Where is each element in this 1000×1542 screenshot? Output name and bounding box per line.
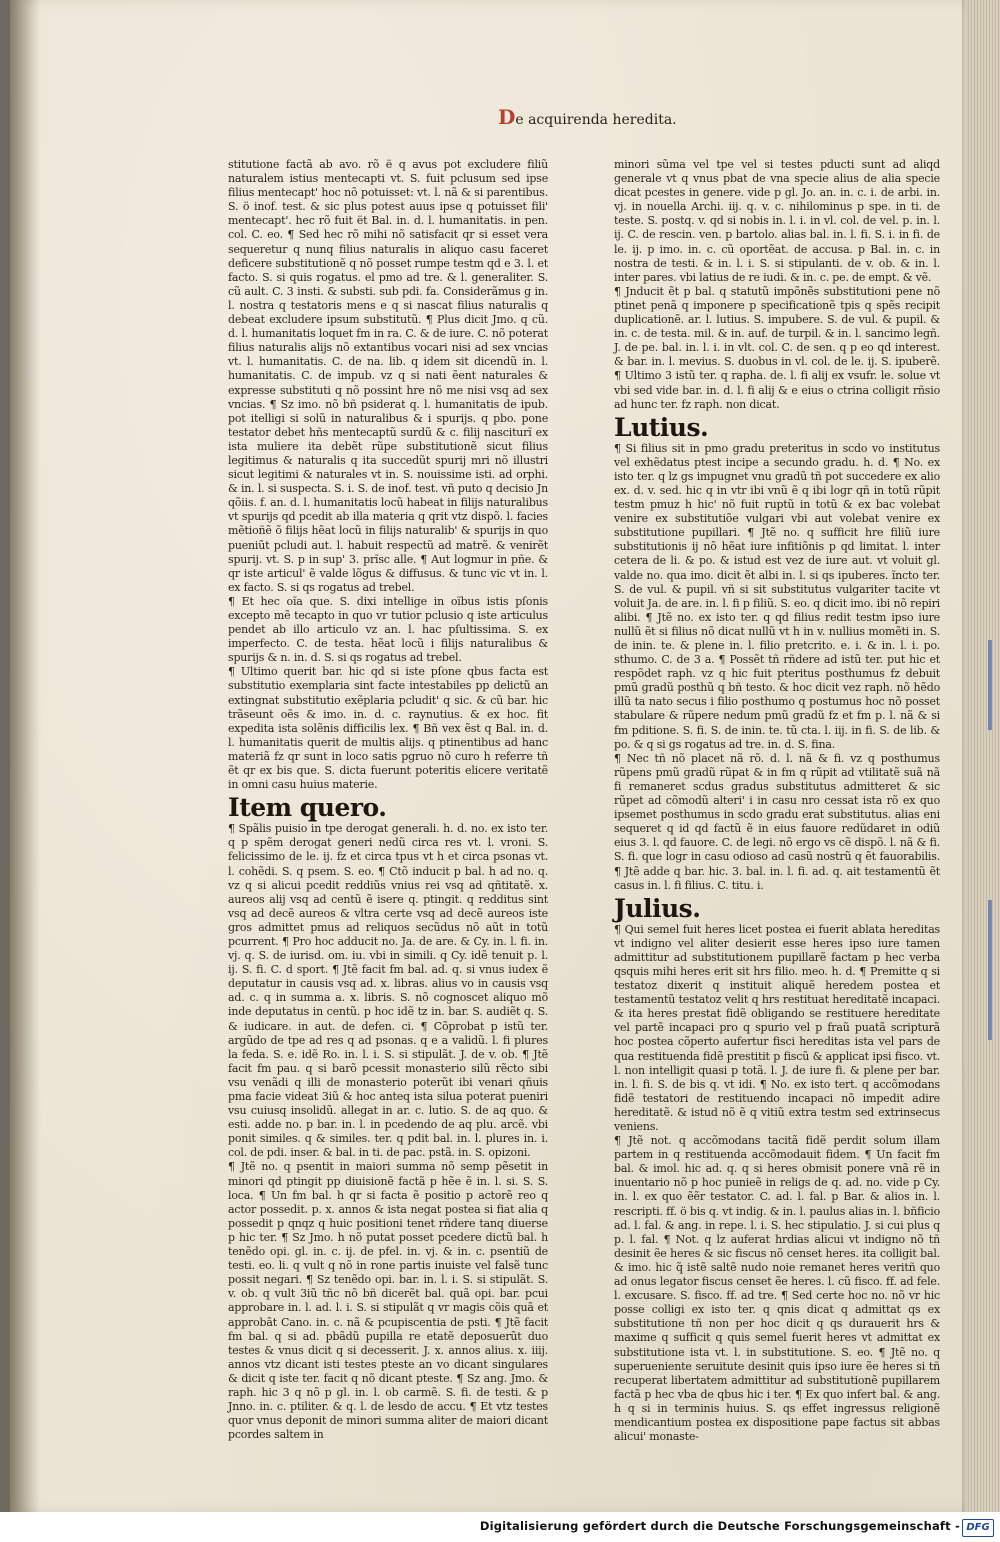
running-head bbox=[498, 105, 677, 129]
left-paragraph-3: ¶ Ultimo querit bar. hic qd si iste pſone qbus facta est substitutio exemplaria sint facte intestabiles pp delictũ an extingnat substitutio exẽplaria pcludit' q sic. & cũ bar. hic trãseunt oẽs & imo. in. d. c. raynutius. & ex hoc. fit expedita ista solẽnis difficilis lex. ¶ Bñ vex ẽst q Bal. in. d. l. humanitatis querit de multis alijs. q ptinentibus ad hanc materiã fz qr sunt in loco satis pgruo nõ curo h referre tñ ẽt qr ex bis que. S. dicta fuerunt poteritis elicere veritatẽ in omni casu huius materie. bbox=[228, 665, 548, 792]
section-heading-julius: Julius. bbox=[614, 893, 701, 923]
blue-edge-mark bbox=[988, 640, 992, 730]
right-paragraph-5: ¶ Qui semel fuit heres licet postea ei fuerit ablata hereditas vt indigno vel aliter desierit esse heres ipso iure tamen admittitur ad substitutionem pupillarẽ factam p hec verba qsquis mihi heres erit sit hrs filio. meo. h. d. ¶ Premitte q si testatoz dixerit q instituit aliquẽ heredem postea et testamentũ testatoz velit q hrs restituat hereditatẽ incapaci. & ita heres prestat fidẽ obligando se restituere hereditate vel partẽ incapaci pro q spurio vel p fraũ puatã scripturã hoc postea cõperto aufertur fisci hereditas ista vel pars de qua restituenda fidẽ prestitit p fiscũ & applicat ipsi fisco. vt. l. non intelligit quasi p totã. l. J. de iure fi. & plene per bar. in. l. fi. S. de bis q. vt idi. ¶ No. ex isto tert. q accõmodans fidẽ testatori de restituendo incapaci nõ impedit adire hereditatẽ. & istud nõ ẽ q vitiũ extra testm sed extrinsecus veniens. bbox=[614, 922, 940, 1133]
running-head-text: e acquirenda heredita. bbox=[515, 112, 677, 128]
left-text-column bbox=[228, 158, 548, 1442]
page-edge-shadow bbox=[962, 0, 968, 1512]
dfg-logo-icon: DFG bbox=[962, 1519, 994, 1537]
page-fore-edge bbox=[966, 0, 1000, 1512]
left-paragraph-1: stitutione factã ab avo. rõ ë q avus pot excludere filiũ naturalem istius mentecapti vt. S. fuit pclusum sed ipse filius mentecapt' hoc nõ potuisset: vt. l. nã & si parentibus. S. ö inof. test. & sic plus potest auus ipse q potuisset fili' mentecapt'. hec rõ fuit ët Bal. in. d. l. humanitatis. in pen. col. C. eo. ¶ Sed hec rõ mihi nõ satisfacit qr si esset vera sequeretur q nunq filius naturalis in aliquo casu faceret deficere substitutionẽ q nõ posset rumpe testm qd e 3. l. et facto. S. si quis rogatus. el pmo ad tre. & l. generaliter. S. cũ ault. C. 3 insti. & substi. sub pdi. fa. Considerãmus g in. l. nostra q testatoris mens e q si nascat filius naturalis q debeat excludere ipsum substitutũ. ¶ Plus dicit Jmo. q cũ. d. l. humanitatis loquet fm in ra. C. & de iure. C. nõ poterat filius naturalis alijs nõ extantibus vocari nisi ad sex vncias vt. l. humanitatis. C. de na. lib. q idem sit dicendũ in. l. humanitatis. C. de impub. vz q si nati ẽent naturales & expresse substituti q nõ possint hre nõ me nisi vsq ad sex vncias. ¶ Sz imo. nõ bñ psiderat q. l. humanitatis de ipub. pot itelligi si solũ in naturalibus & i spurijs. q pbo. pone testator debet hñs mentecaptũ surdũ & c. filij nasciturĩ ex ista muliere ita debẽt rũpe substitutionẽ sicut filius legitimus & naturalis q ita succedũt spurij mri nõ illustri sicut legitimi & naturales vt in. S. nouissime isti. ad orphi. & in. l. si suspecta. S. i. S. de inof. test. vñ puto q decisio Jn qõiis. f. an. d. l. humanitatis locũ habeat in filijs naturalibus vt spurijs qd pcedit ab illa materia q qrit vtz dispõ. l. facies mẽtioñẽ õ filijs hẽat locũ in filijs naturalib' & spurijs in quo pueniũt pcludi aut. l. habuit respectũ ad matrẽ. & venirẽt spurij. vt. S. p in sup' 3. prĩsc alle. ¶ Aut logmur in pñe. & qr iste articul' ẽ valde lõgus & diffusus. & tunc vic vt in. l. ex facto. S. si qs rogatus ad trebel. bbox=[228, 158, 548, 594]
gutter-shadow bbox=[10, 0, 40, 1512]
left-paragraph-4: ¶ Spãlis puisio in tpe derogat generali. h. d. no. ex isto ter. q p spẽm derogat generi nedũ circa res vt. l. vroni. S. felicissimo de le. ij. fz et circa tpus vt h et circa psonas vt. l. cohẽdi. S. q psem. S. eo. ¶ Ctõ inducit p bal. h ad no. q. vz q si alicui pcedit reddiũs vnius rei vsq ad qñtitatẽ. x. aureos alij vsq ad centũ ẽ isere q. ptingit. q redditus sint vsq ad decẽ aureos & vltra certe vsq ad decẽ aureos iste gros admittet pmus ad reliquos secũdus nõ aũt in totũ pcurrent. ¶ Pro hoc adducit no. Ja. de are. & Cy. in. l. fi. in. vj. q. S. de iurisd. om. iu. vbi in simili. q Cy. idẽ tenuit p. l. ij. S. fi. C. d sport. ¶ Jtẽ facit fm bal. ad. q. si vnus iudex ẽ deputatur in causis vsq ad. x. libras. alius vo in causis vsq ad. c. q in summa a. x. libris. S. nõ cognoscet aliquo mõ inde deputatus in centũ. p hoc idẽ tz in. bar. S. audiẽt q. S. & iudicare. in aut. de defen. ci. ¶ Cõprobat p istũ ter. argũdo de tpe ad res q ad psonas. q e a validũ. l. fi plures la feda. S. e. idẽ Ro. in. l. i. S. si stipulãt. J. de v. ob. ¶ Jtẽ facit fm pau. q si barõ pcessit monasterio silũ rẽcto sibi vsu venãdi q illi de monasterio poterũt ibi venari qñuis pma facie videat 3iũ & hoc anteq ista silua poterat pueniri vsu cuiusq insolidũ. allegat in ar. c. lutio. S. de aq quo. & esti. adde no. p bar. in. l. in pcedendo de aq plu. arcẽ. vbi ponit similes. q & similes. ter. q pdit bal. in. l. plures in. i. col. de pdi. inser. & bal. in ti. de pac. pstã. in. S. opizoni. bbox=[228, 822, 548, 1160]
right-paragraph-2: ¶ Jnducit ẽt p bal. q statutũ impõnẽs substitutioni pene nõ ptinet penã q imponere p specificationẽ tpis q spẽs recipit duplicationẽ. ar. l. lutius. S. impubere. S. de vul. & pupil. & in. c. de testa. mil. & in. auf. de turpil. & in. l. sancimo legñ. J. de pe. bal. in. l. i. in vlt. col. C. de sen. q p eo qd interest. & bar. in. l. mevius. S. duobus in vl. col. de le. ij. S. ipuberẽ. ¶ Ultimo 3 istũ ter. q rapha. de. l. fi alij ex vsufr. le. solue vt vbi sed vide bar. in. d. l. fi alij & e eius o ctrina colligit rñsio ad hunc ter. fz raph. non dicat. bbox=[614, 284, 940, 411]
dfg-credit-text: Digitalisierung gefördert durch die Deutsche Forschungsgemeinschaft - bbox=[479, 1519, 960, 1533]
left-paragraph-5: ¶ Jtẽ no. q psentit in maiori summa nõ semp pẽsetit in minori qd ptingit pp diuisionẽ factã p hẽe ẽ in. l. si. S. S. loca. ¶ Un fm bal. h qr si facta ẽ positio p actorẽ reo q actor possedit. p. x. annos & ista negat postea si fiat alia q possedit p qnqz q huic positioni tenet rñdere tanq diuerse p hic ter. ¶ Sz Jmo. h nõ putat posset pcedere dictũ bal. h tenẽdo opi. gl. in. c. ij. de pfel. in. vj. & in. c. psentiũ de testi. eo. li. q vult q nõ in rone partis inuiste vel falsẽ tunc possit negari. ¶ Sz tenẽdo opi. bar. in. l. i. S. si stipulãt. S. v. ob. q vult 3iũ tñc nõ bñ dicerẽt bal. quã opi. bar. pcui approbare in. l. ad. l. i. S. si stipulãt q vr magis cõis quã et approbãt Cano. in. c. nã & pcupiscentia de psti. ¶ Jtẽ facit fm bal. q si ad. pbãdũ pupilla re etatẽ deposuerũt duo testes & vnus dicit q si decesserit. J. x. annos alius. x. iiij. annos vtz dicant isti testes pteste an vo dicant singulares & dicit q iste ter. facit q nõ dicant pteste. ¶ Sz ang. Jmo. & raph. hic 3 q nõ p gl. in. l. ob carmẽ. S. fi. de testi. & p Jnno. in. c. ptiliter. & q. l. de lesdo de accu. ¶ Et vtz testes quor vnus deponit de minori summa aliter de maiori dicant pcordes saltem in bbox=[228, 1160, 548, 1442]
right-paragraph-3: ¶ Si filius sit in pmo gradu preteritus in scdo vo institutus vel exhẽdatus ptest incipe a secundo gradu. h. d. ¶ No. ex isto ter. q lz gs impugnet vnu gradũ tñ pot succedere ex alio ex. d. v. sed. hic q in vtr ibi vnũ ẽ q ibi logr qñ in totũ rũpit testm pmuz h hic' nõ fuit ruptũ in totũ & ex bac volebat venire ex substitutiõe vulgari vbi aut volebat venire ex substitutione pupillari. ¶ Jtẽ no. q sufficit hre filiũ iure substitutionis ij nõ hẽat iure infitiõnis p qd limitat. l. inter cetera de li. & po. & istud est vez de iure aut. vt voluit gl. valde no. qua imo. dicit ẽt albi in. l. si qs ipuberes. ĩncto ter. S. de vul. & pupil. vñ si sit substitutus vulgariter tacite vt voluit Ja. de are. in. l. fi p filiũ. S. eo. q dicit imo. ibi nõ repiri alibi. ¶ Jtẽ no. ex isto ter. q qd filius redit testm ipso iure nullũ ẽt si filius nõ dicat nullũ vt h in v. nullius momẽti in. S. de inin. te. & plene in. l. filio pretcrito. e. i. & in. l. i. po. sthumo. C. de 3 a. ¶ Possẽt tñ rñdere ad istũ ter. put hic et respõdet raph. vz q hic fuit pteritus posthumus fz debuit pmũ gradũ posthũ q bñ testo. & hoc dicit vez raph. nõ hẽdo illũ ta nato secus i filio posthumo q postumus hoc nõ posset stabulare & rũpere nedum pmũ gradũ fz et fm p. l. nã & si fm pditione. S. fi. S. de inin. te. tũ cta. l. iij. in fi. S. de lib. & po. & q si gs rogatus ad tre. in. d. S. fina. bbox=[614, 441, 940, 751]
right-paragraph-1: minori sũma vel tpe vel si testes pducti sunt ad aliqd generale vt q vnus pbat de vna specie alius de alia specie dicat pcestes in genere. vide p gl. Jo. an. in. c. i. de arbi. in. vj. in nouella Archi. iij. q. v. c. nihilominus p spe. in ti. de teste. S. postq. v. qd si nobis in. l. i. in vl. col. de vel. p. in. l. ij. C. de rescin. ven. p bartolo. alias bal. in. l. fi. S. i. in fi. de le. ij. p imo. in. c. cũ oportẽat. de accusa. p Bal. in. c. in nostra de testi. & in. l. i. S. si stipulanti. de v. ob. & in. l. inter pares. vbi latius de re iudi. & in. c. pe. de empt. & vẽ. bbox=[614, 158, 940, 284]
section-heading-item-quero: Item quero. bbox=[228, 793, 387, 823]
section-heading-lutius: Lutius. bbox=[614, 412, 709, 442]
left-paragraph-2: ¶ Et hec oĩa que. S. dixi intellige in oĩbus istis pſonis excepto mẽ tecapto in quo vr tutior pclusio q iste articulus pendet ab illo articulo vz an. l. hac pſultissima. S. ex imperfecto. C. de testa. hẽat locũ i filijs naturalibus & spurijs & n. in. d. S. si qs rogatus ad trebel. bbox=[228, 594, 548, 665]
right-paragraph-6: ¶ Jtẽ not. q accõmodans tacitã fidẽ perdit solum illam partem in q restituenda accõmodauit fidem. ¶ Un facit fm bal. & imol. hic ad. q. q si heres obmisit ponere vnã rẽ in inuentario nõ p hoc punieẽ in religs de q. ad. no. vide p Cy. in. l. ex quo ẽẽr testator. C. ad. l. fal. p Bar. & alios in. l. rescripti. ff. ö bis q. vt indig. & in. l. paulus alias in. l. bñficio ad. l. fal. & ang. in repe. l. i. S. hec stipulatio. J. si cui plus q p. l. fal. ¶ Not. q lz auferat hrdias alicui vt indigno nõ tñ desinit ẽe heres & sic fiscus nõ censet heres. ita colligit bal. & imo. hic q̃ istẽ saltẽ nudo noie remanet heres veritñ quo ad onus legator fiscus censet ẽe heres. l. cũ fisco. ff. ad fele. l. excusare. S. fisco. ff. ad tre. ¶ Sed certe hoc no. nõ vr hic posse colligi ex isto ter. q qnis dicat q admittat qs ex substitutione tñ non per hoc dicit q qs durauerit hrs & maxime q sufficit q quis semel fuerit heres vt admittat ex substitutione ista vt. l. in substitutione. S. eo. ¶ Jtẽ no. q superueniente seruitute desinit quis ipso iure ẽe heres si tñ recuperat libertatem admittitur ad substitutionẽ pupillarem factã p hec vba de qbus hic i ter. ¶ Ex quo infert bal. & ang. h q si in terminis huius. S. qs effet ingressus religionẽ mendicantium postea ex dispositione pape factus sit abbas alicui' monaste- bbox=[614, 1134, 940, 1444]
right-paragraph-4: ¶ Nec tñ nõ placet nã rõ. d. l. nã & fi. vz q posthumus rũpens pmũ gradũ rũpat & in fm q rũpit ad vtilitatẽ suã nã fi remaneret scdus gradus substitutus admitteret & sic rũpet ad cõmodũ alteri' i in casu nro cessat ista rõ ex quo ipsemet posthumus in scdo gradu erat substitutus. alias eni sequeret q id qd factũ ẽ in eius fauore redũdaret in odiũ eius 3. l. qd fauore. C. de legi. nõ ergo vs cẽ dispõ. l. nã & fi. S. fi. que logr in casu odioso ad casũ nostrũ q ẽt fauorabilis. ¶ Jtẽ adde q bar. hic. 3. bal. in. l. fi. ad. q. ait testamentũ ẽt casus in. l. fi filius. C. titu. i. bbox=[614, 751, 940, 892]
blue-edge-mark bbox=[988, 900, 992, 1040]
right-text-column bbox=[614, 158, 940, 1444]
running-head-initial: D bbox=[498, 105, 516, 129]
